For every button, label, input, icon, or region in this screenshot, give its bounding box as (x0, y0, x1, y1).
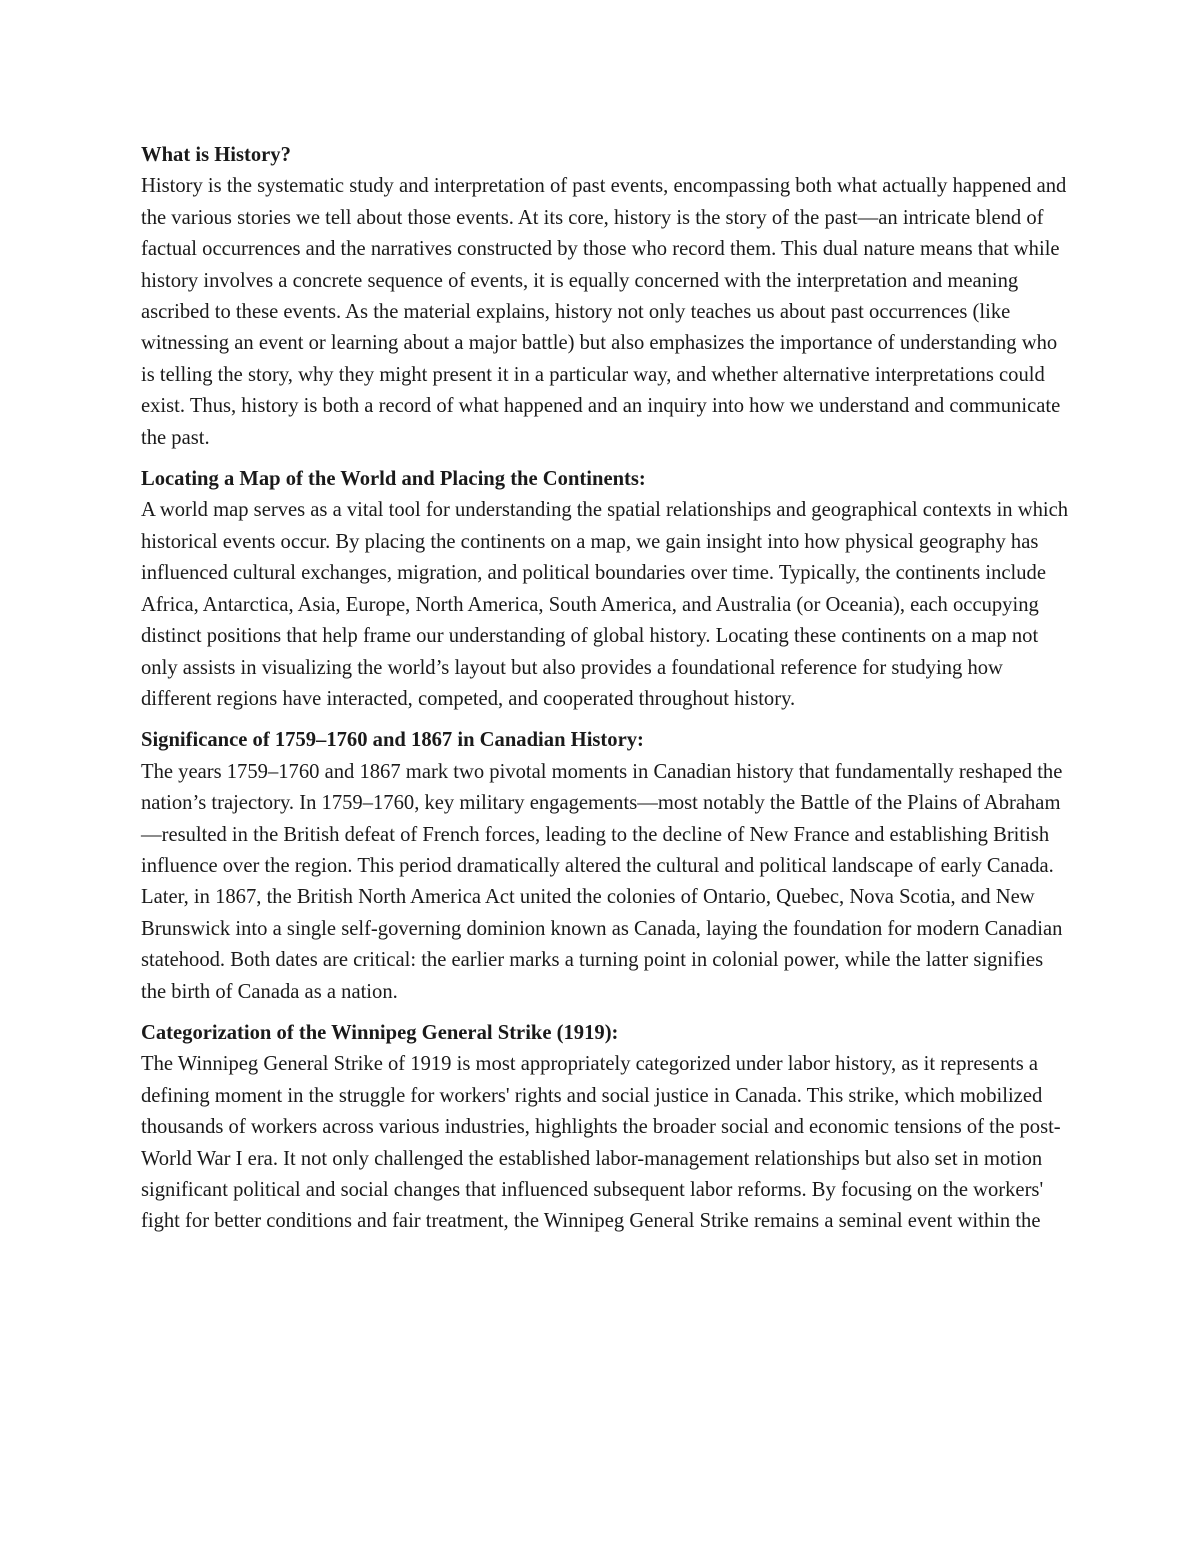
section-heading: Locating a Map of the World and Placing the Continents: (141, 468, 646, 491)
section-heading: Categorization of the Winnipeg General Strike (1919): (141, 1021, 619, 1044)
section-canadian-history-dates (141, 725, 1071, 1008)
section-heading: Significance of 1759–1760 and 1867 in Canadian History: (141, 729, 644, 752)
section-what-is-history (141, 140, 1071, 454)
section-heading: What is History? (141, 144, 291, 166)
section-paragraph: The years 1759–1760 and 1867 mark two pivotal moments in Canadian history that fundamentally reshaped the nation’s trajectory. In 1759–1760, key military engagements—most notably the Battle of the Plains of Abraham—resulted in the British defeat of French forces, leading to the decline of New France and establishing British influence over the region. This period dramatically altered the cultural and political landscape of early Canada. Later, in 1867, the British North America Act united the colonies of Ontario, Quebec, Nova Scotia, and New Brunswick into a single self-governing dominion known as Canada, laying the foundation for modern Canadian statehood. Both dates are critical: the earlier marks a turning point in colonial power, while the latter signifies the birth of Canada as a nation. (141, 760, 1063, 1003)
section-paragraph: A world map serves as a vital tool for understanding the spatial relationships and geographical contexts in which historical events occur. By placing the continents on a map, we gain insight into how physical geography has influenced cultural exchanges, migration, and political boundaries over time. Typically, the continents include Africa, Antarctica, Asia, Europe, North America, South America, and Australia (or Oceania), each occupying distinct positions that help frame our understanding of global history. Locating these continents on a map not only assists in visualizing the world’s layout but also provides a foundational reference for studying how different regions have interacted, competed, and cooperated throughout history. (141, 499, 1069, 710)
section-paragraph: The Winnipeg General Strike of 1919 is most appropriately categorized under labor history, as it represents a defining moment in the struggle for workers' rights and social justice in Canada. This strike, which mobilized thousands of workers across various industries, highlights the broader social and economic tensions of the post-World War I era. It not only challenged the established labor-management relationships but also set in motion significant political and social changes that influenced subsequent labor reforms. By focusing on the workers' fight for better conditions and fair treatment, the Winnipeg General Strike remains a seminal event within the (141, 1053, 1061, 1233)
section-winnipeg-general-strike (141, 1018, 1071, 1238)
section-paragraph: History is the systematic study and interpretation of past events, encompassing both what actually happened and the various stories we tell about those events. At its core, history is the story of the past—an intricate blend of factual occurrences and the narratives constructed by those who record them. This dual nature means that while history involves a concrete sequence of events, it is equally concerned with the interpretation and meaning ascribed to these events. As the material explains, history not only teaches us about past occurrences (like witnessing an event or learning about a major battle) but also emphasizes the importance of understanding who is telling the story, why they might present it in a particular way, and whether alternative interpretations could exist. Thus, history is both a record of what happened and an inquiry into how we understand and communicate the past. (141, 175, 1067, 449)
section-world-map-continents (141, 464, 1071, 715)
document-content (141, 140, 1071, 1248)
